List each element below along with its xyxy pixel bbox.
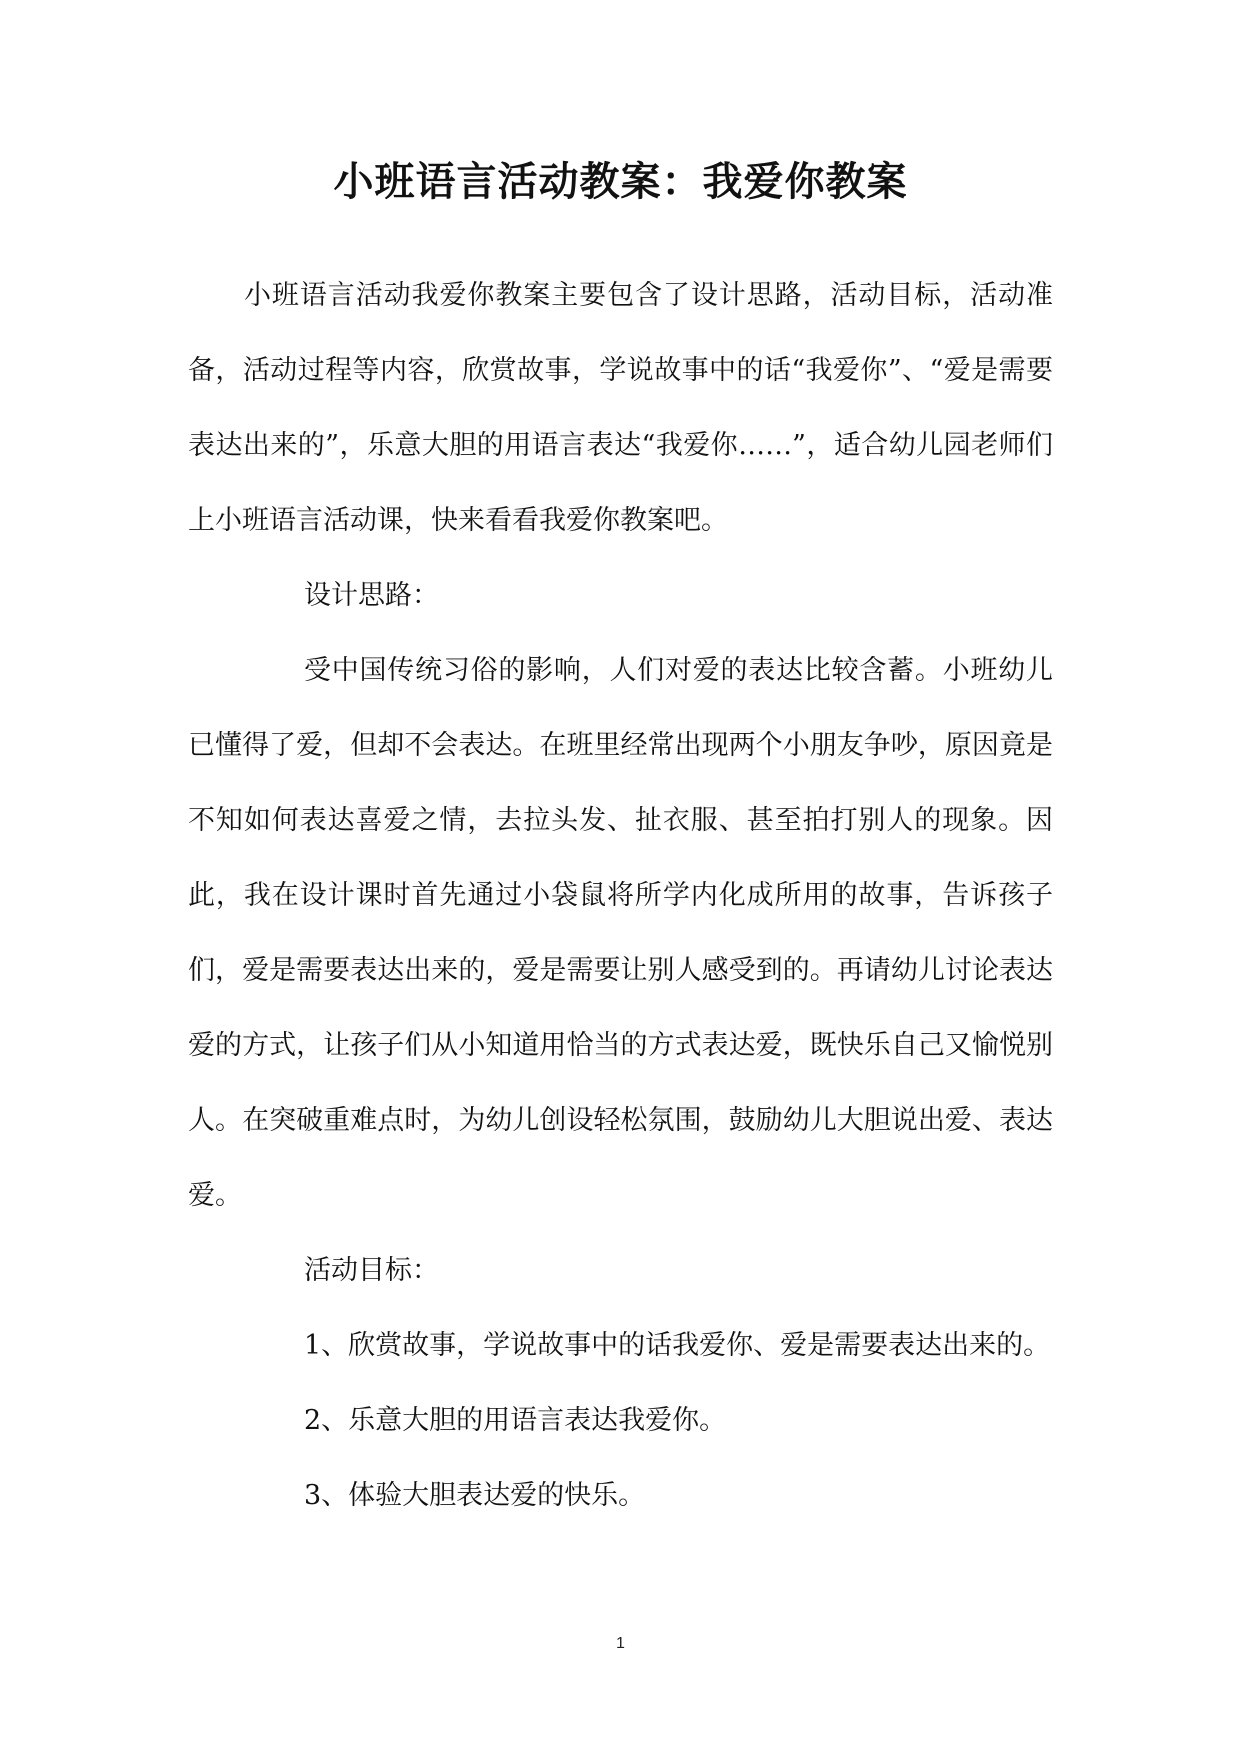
section-heading-goals: 活动目标： — [304, 1255, 439, 1286]
intro-paragraph: 小班语言活动我爱你教案主要包含了设计思路，活动目标，活动准备，活动过程等内容，欣赏故事，学说故事中的话“我爱你”、“爱是需要表达出来的”，乐意大胆的用语言表达“我爱你……”，适合幼儿园老师们上小班语言活动课，快来看看我爱你教案吧。 — [188, 280, 1053, 536]
document-title: 小班语言活动教案：我爱你教案 — [333, 158, 908, 205]
goal-item-2: 2、乐意大胆的用语言表达我爱你。 — [304, 1405, 727, 1436]
section-heading-design: 设计思路： — [304, 580, 439, 611]
document-body — [188, 258, 1053, 1533]
goal-item-1: 1、欣赏故事，学说故事中的话我爱你、爱是需要表达出来的。 — [304, 1330, 1051, 1361]
design-paragraph: 受中国传统习俗的影响，人们对爱的表达比较含蓄。小班幼儿已懂得了爱，但却不会表达。在班里经常出现两个小朋友争吵，原因竟是不知如何表达喜爱之情，去拉头发、扯衣服、甚至拍打别人的现象。因此，我在设计课时首先通过小袋鼠将所学内化成所用的故事，告诉孩子们，爱是需要表达出来的，爱是需要让别人感受到的。再请幼儿讨论表达爱的方式，让孩子们从小知道用恰当的方式表达爱，既快乐自己又愉悦别人。在突破重难点时，为幼儿创设轻松氛围，鼓励幼儿大胆说出爱、表达爱。 — [188, 655, 1053, 1211]
page-number: 1 — [616, 1635, 625, 1652]
goal-item-3: 3、体验大胆表达爱的快乐。 — [304, 1480, 646, 1511]
